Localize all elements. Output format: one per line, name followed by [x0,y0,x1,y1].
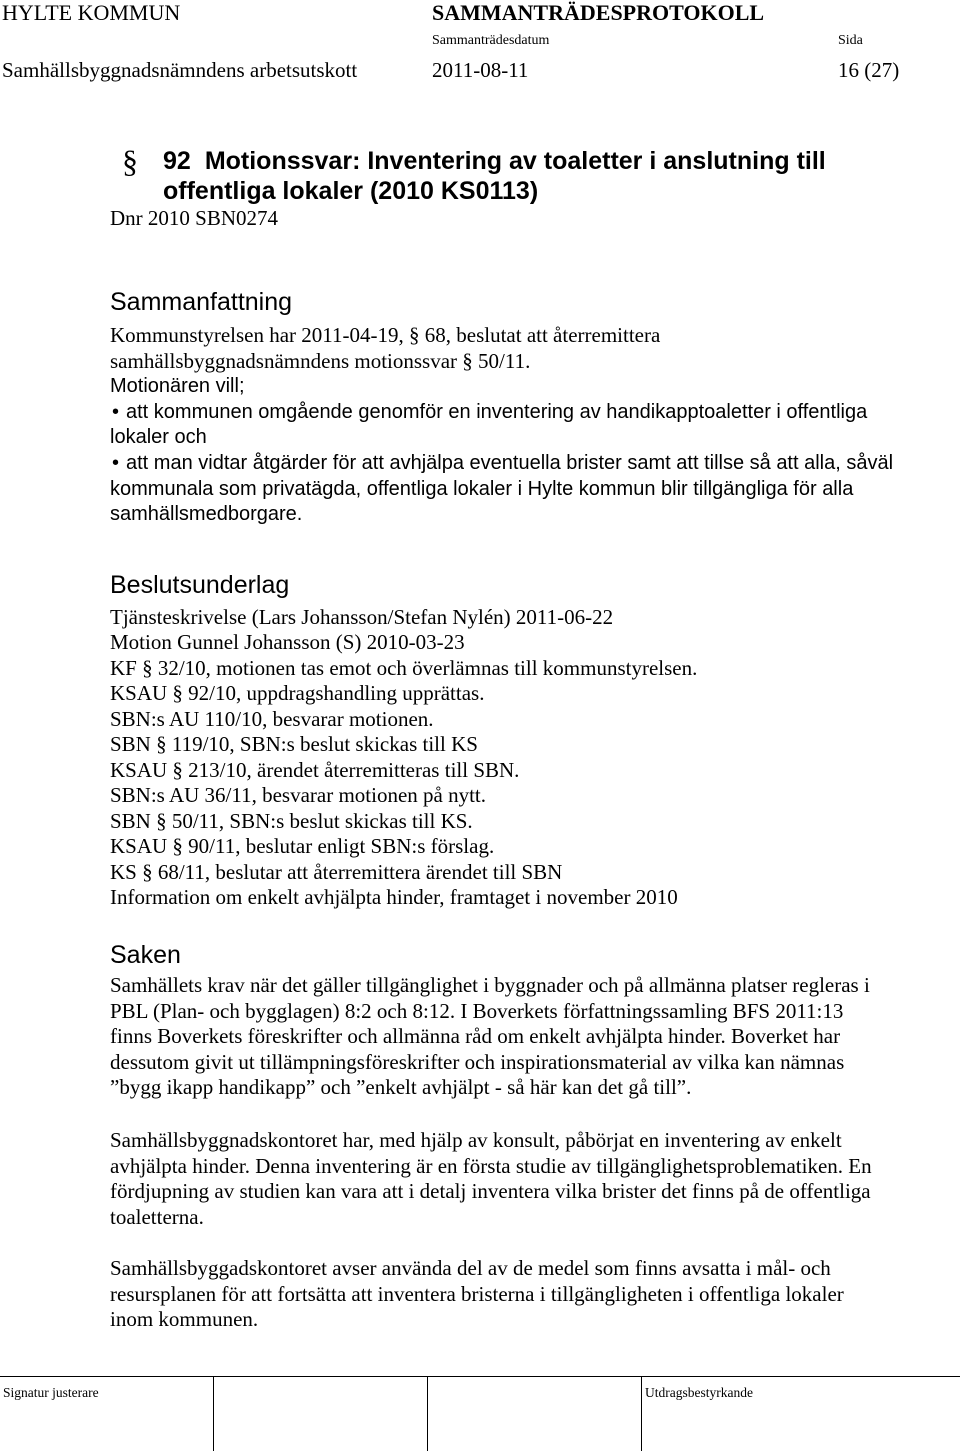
extract-cell [641,1377,960,1451]
extract-label: Utdragsbestyrkande [645,1385,753,1400]
paragraph-line: resursplanen för att fortsätta att inventera bristerna i tillgängligheten i offentliga lokaler [110,1281,844,1306]
committee-name: Samhällsbyggnadsnämndens arbetsutskott [2,58,358,82]
paragraph-line: dessutom givit ut tillämpningsföreskrifter och inspirationsmaterial av vilka kan nämnas [110,1049,845,1074]
matter-heading: Saken [110,941,181,969]
signature-cell [427,1377,641,1451]
summary-line: Kommunstyrelsen har 2011-04-19, § 68, beslutat att återremittera [110,323,661,347]
basis-item: KSAU § 213/10, ärendet återremitteras till SBN. [110,757,520,782]
signature-cell [0,1377,213,1451]
summary-body [110,323,950,528]
item-title-line: offentliga lokaler (2010 KS0113) [163,177,539,205]
bullet-marker: • [112,451,120,474]
paragraph-line: inom kommunen. [110,1307,259,1332]
basis-item: SBN § 50/11, SBN:s beslut skickas till KS. [110,808,473,833]
paragraph-line: fördjupning av studien kan vara att i detalj inventera vilka brister det finns på de offentliga [110,1179,871,1204]
page-number: 16 (27) [838,58,900,82]
basis-item: Tjänsteskrivelse (Lars Johansson/Stefan Nylén) 2011-06-22 [110,605,614,629]
basis-item: KSAU § 90/11, beslutar enligt SBN:s förslag. [110,834,495,859]
bullet-continuation: lokaler och [110,426,207,449]
bullet-continuation: samhällsmedborgare. [110,503,303,526]
paragraph-line: Samhällets krav när det gäller tillgänglighet i byggnader och på allmänna platser regleras i [110,973,870,997]
meeting-date-label: Sammanträdesdatum [432,33,550,48]
bullet-text: att kommunen omgående genomför en inventering av handikapptoaletter i offentliga [126,400,868,423]
paragraph-line: finns Boverkets föreskrifter och allmänna råd om enkelt avhjälpta hinder. Boverket har [110,1024,841,1049]
paragraph-line: Samhällsbyggadskontoret avser använda del av de medel som finns avsatta i mål- och [110,1256,831,1280]
basis-item: KS § 68/11, beslutar att återremittera ärendet till SBN [110,859,563,884]
basis-list [110,605,950,910]
item-title [163,146,826,206]
organization-name: HYLTE KOMMUN [2,0,181,25]
summary-bullet [110,400,950,426]
signature-cell [213,1377,427,1451]
paragraph-line: Samhällsbyggnadskontoret har, med hjälp av konsult, påbörjat en inventering av enkelt [110,1128,842,1152]
summary-heading: Sammanfattning [110,288,293,316]
document-type: SAMMANTRÄDESPROTOKOLL [432,0,765,25]
meeting-date: 2011-08-11 [432,58,529,82]
paragraph-line: ”bygg ikapp handikapp” och ”enkelt avhjälpt - så här kan det gå till”. [110,1075,692,1100]
bullet-continuation: kommunala som privatägda, offentliga lokaler i Hylte kommun blir tillgängliga för alla [110,477,854,500]
bullet-text: att man vidtar åtgärder för att avhjälpa eventuella brister samt att tillse så att alla, såväl [126,451,894,474]
matter-paragraph [110,1256,950,1333]
reference-number: Dnr 2010 SBN0274 [110,206,279,230]
basis-item: SBN:s AU 36/11, besvarar motionen på nytt. [110,783,487,808]
basis-item: KSAU § 92/10, uppdragshandling upprättas. [110,681,485,706]
item-title-line [163,146,826,176]
item-title-text: Motionssvar: Inventering av toaletter i anslutning till [204,147,826,175]
bullet-marker: • [112,400,120,423]
section-sign: § [122,143,138,179]
item-number: 92 [163,147,191,175]
basis-item: KF § 32/10, motionen tas emot och överlämnas till kommunstyrelsen. [110,655,698,680]
motion-intro: Motionären vill; [110,375,245,398]
matter-paragraph [110,973,950,1101]
paragraph-line: toaletterna. [110,1204,204,1229]
paragraph-line: PBL (Plan- och bygglagen) 8:2 och 8:12. I Boverkets författningssamling BFS 2011:13 [110,998,844,1023]
matter-paragraph [110,1128,950,1230]
paragraph-line: avhjälpta hinder. Denna inventering är en första studie av tillgänglighetsproblematiken. En [110,1153,872,1178]
page-label: Sida [838,33,863,48]
summary-bullet [110,451,950,477]
signature-label: Signatur justerare [3,1385,99,1400]
basis-item: Information om enkelt avhjälpta hinder, framtaget i november 2010 [110,884,678,909]
basis-item: Motion Gunnel Johansson (S) 2010-03-23 [110,630,465,655]
basis-heading: Beslutsunderlag [110,571,290,599]
basis-item: SBN:s AU 110/10, besvarar motionen. [110,706,434,731]
basis-item: SBN § 119/10, SBN:s beslut skickas till KS [110,732,478,757]
signature-footer [0,1376,960,1451]
summary-line: samhällsbyggnadsnämndens motionssvar § 50/11. [110,348,531,373]
